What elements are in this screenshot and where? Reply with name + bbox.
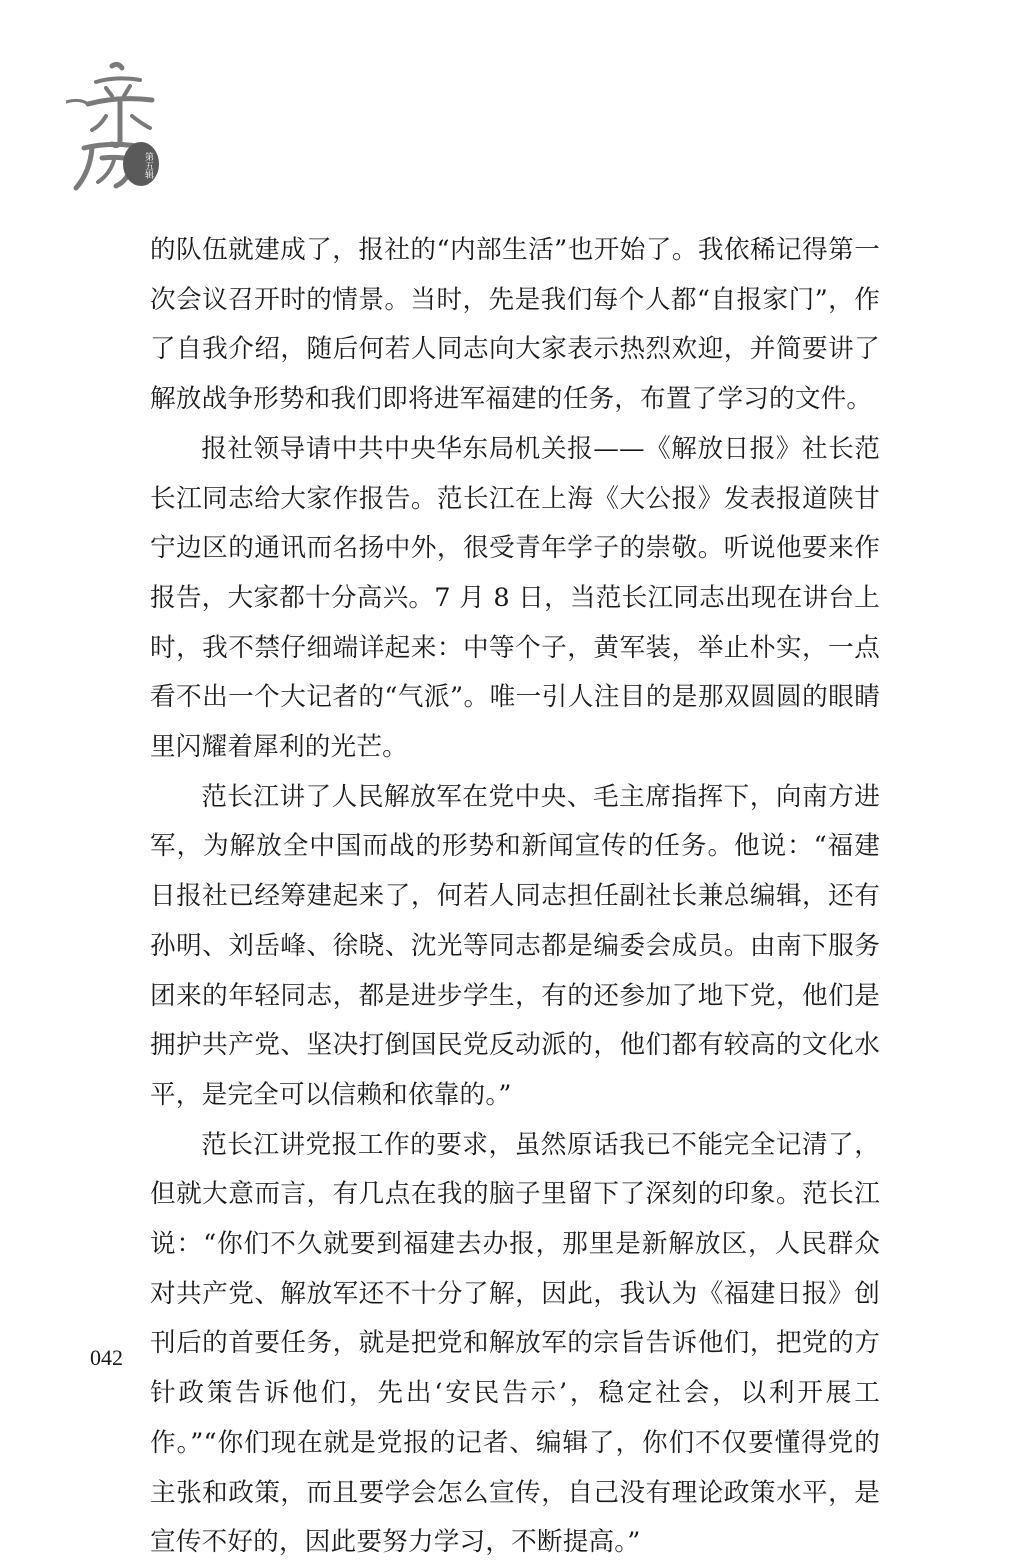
paragraph-1: 的队伍就建成了，报社的“内部生活”也开始了。我依稀记得第一次会议召开时的情景。当时，先是我们每个人都“自报家门”，作了自我介绍，随后何若人同志向大家表示热烈欢迎，并简要讲了解放战争形势和我们即将进军福建的任务，布置了学习的文件。: [150, 235, 880, 415]
calligraphy-logo-icon: [66, 56, 176, 196]
paragraph-2: 报社领导请中共中央华东局机关报——《解放日报》社长范长江同志给大家作报告。范长江在上海《大公报》发表报道陕甘宁边区的通讯而名扬中外，很受青年学子的崇敬。听说他要来作报告，大家都十分高兴。7 月 8 日，当范长江同志出现在讲台上时，我不禁仔细端详起来：中等个子，黄军装，举止朴实，一点看不出一个大记者的“气派”。唯一引人注目的是那双圆圆的眼睛里闪耀着犀利的光芒。: [150, 433, 880, 763]
page-number: 042: [90, 1345, 123, 1370]
logo-badge: 第五辑: [143, 152, 153, 179]
paragraph-3: 范长江讲了人民解放军在党中央、毛主席指挥下，向南方进军，为解放全中国而战的形势和新闻宣传的任务。他说：“福建日报社已经筹建起来了，何若人同志担任副社长兼总编辑，还有孙明、刘岳峰、徐晓、沈光等同志都是编委会成员。由南下服务团来的年轻同志，都是进步学生，有的还参加了地下党，他们是拥护共产党、坚决打倒国民党反动派的，他们都有较高的文化水平，是完全可以信赖和依靠的。”: [150, 781, 880, 1110]
page-body: [150, 226, 880, 1568]
series-logo: [66, 56, 176, 196]
paragraph-4: 范长江讲党报工作的要求，虽然原话我已不能完全记清了，但就大意而言，有几点在我的脑子里留下了深刻的印象。范长江说：“你们不久就要到福建去办报，那里是新解放区，人民群众对共产党、解放军还不十分了解，因此，我认为《福建日报》创刊后的首要任务，就是把党和解放军的宗旨告诉他们，把党的方针政策告诉他们，先出‘安民告示’，稳定社会，以利开展工作。”“你们现在就是党报的记者、编辑了，你们不仅要懂得党的主张和政策，而且要学会怎么宣传，自己没有理论政策水平，是宣传不好的，因此要努力学习，不断提高。”: [150, 1129, 880, 1558]
